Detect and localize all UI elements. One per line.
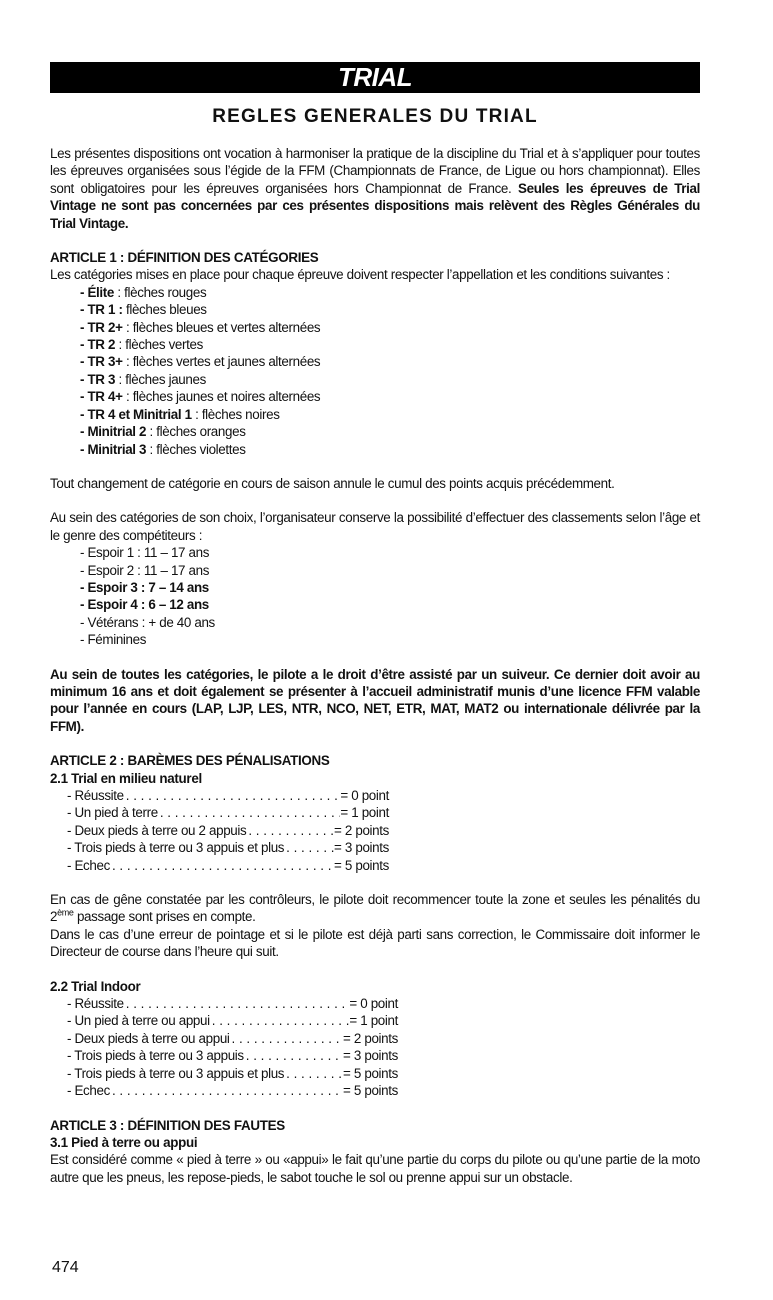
page-title: REGLES GENERALES DU TRIAL [212, 106, 538, 127]
list-item: - TR 2+ : flèches bleues et vertes alternées [80, 319, 321, 335]
penalty-row: - Un pied à terre ou appui . . . = 1 point [67, 1012, 398, 1029]
article3-heading: ARTICLE 3 : DÉFINITION DES FAUTES [50, 1117, 285, 1133]
page-number: 474 [52, 1259, 79, 1276]
list-item: - Féminines [80, 632, 147, 648]
list-item: - TR 3+ : flèches vertes et jaunes alternées [80, 354, 321, 370]
list-item: - Minitrial 2 : flèches oranges [80, 424, 246, 440]
penalty-row: - Trois pieds à terre ou 3 appuis et plus . . . = 5 points [67, 1065, 398, 1082]
list-item: - TR 2 : flèches vertes [80, 337, 203, 353]
list-item: - Vétérans : + de 40 ans [80, 614, 215, 630]
gene-paragraph: En cas de gêne constatée par les contrôleurs, le pilote doit recommencer toute la zone et seules les pénalités du 2ème passage sont prises en compte. [50, 892, 700, 925]
penalty-row: - Réussite . . . = 0 point [67, 787, 389, 804]
category-list [80, 284, 700, 458]
list-item: - Espoir 4 : 6 – 12 ans [80, 597, 209, 613]
category-change-note: Tout changement de catégorie en cours de saison annule le cumul des points acquis précédemment. [50, 475, 615, 491]
section-banner: TRIAL [50, 62, 700, 93]
intro-paragraph [50, 145, 700, 232]
penalty-row: - Deux pieds à terre ou appui . . . = 2 points [67, 1030, 398, 1047]
indoor-trial-subheading: 2.2 Trial Indoor [50, 978, 141, 994]
penalty-row: - Deux pieds à terre ou 2 appuis . . . = 2 points [67, 822, 389, 839]
age-class-list [80, 544, 700, 648]
age-classes-intro: Au sein des catégories de son choix, l’organisateur conserve la possibilité d’effectuer des classements selon l’âge et le genre des compétiteurs : [50, 510, 700, 543]
penalty-row: - Trois pieds à terre ou 3 appuis et plus . . . = 3 points [67, 839, 389, 856]
penalty-row: - Un pied à terre . . . = 1 point [67, 804, 389, 821]
list-item: - Élite : flèches rouges [80, 284, 207, 300]
list-item: - Espoir 2 : 11 – 17 ans [80, 562, 210, 578]
intro-bold-text: Seules les épreuves de Trial Vintage ne sont pas concernées par ces présentes dispositions mais relèvent des Règles Générales du Trial Vintage. [50, 180, 700, 231]
natural-penalty-table [67, 787, 700, 874]
pied-a-terre-subheading: 3.1 Pied à terre ou appui [50, 1134, 198, 1150]
penalty-row: - Trois pieds à terre ou 3 appuis . . . = 3 points [67, 1047, 398, 1064]
penalty-row: - Réussite . . . = 0 point [67, 995, 398, 1012]
intro-text: Les présentes dispositions ont vocation à harmoniser la pratique de la discipline du Trial et à s’appliquer pour toutes les épreuves organisées sous l’égide de la FFM (Championnats de France, de Ligue ou hors championnat). Elles sont obligatoires pour les épreuves organisées hors Championnat de France. [50, 146, 700, 196]
list-item: - Espoir 1 : 11 – 17 ans [80, 545, 210, 561]
list-item: - Minitrial 3 : flèches violettes [80, 441, 246, 457]
natural-trial-subheading: 2.1 Trial en milieu naturel [50, 770, 202, 786]
penalty-row: - Echec . . . = 5 points [67, 857, 389, 874]
list-item: - Espoir 3 : 7 – 14 ans [80, 579, 209, 595]
list-item: - TR 4 et Minitrial 1 : flèches noires [80, 406, 280, 422]
penalty-row: - Echec . . . = 5 points [67, 1082, 398, 1099]
document-page [50, 62, 700, 1186]
list-item: - TR 4+ : flèches jaunes et noires alternées [80, 389, 321, 405]
list-item: - TR 1 : flèches bleues [80, 302, 207, 318]
indoor-penalty-table [67, 995, 700, 1099]
list-item: - TR 3 : flèches jaunes [80, 371, 206, 387]
article1-text: Les catégories mises en place pour chaque épreuve doivent respecter l’appellation et les conditions suivantes : [50, 267, 670, 283]
article3-text: Est considéré comme « pied à terre » ou «appui» le fait qu’une partie du corps du pilote ou qu’une partie de la moto autre que les pneus, les repose-pieds, le sabot touche le sol ou prenne appui sur un obstacle. [50, 1152, 700, 1185]
article1-heading: ARTICLE 1 : DÉFINITION DES CATÉGORIES [50, 250, 319, 266]
article2-heading: ARTICLE 2 : BARÈMES DES PÉNALISATIONS [50, 753, 330, 769]
suiveur-note: Au sein de toutes les catégories, le pilote a le droit d’être assisté par un suiveur. Ce dernier doit avoir au minimum 16 ans et doit également se présenter à l’accueil administratif munis d’une licence FFM valable pour l’année en cours (LAP, LJP, LES, NTR, NCO, NET, ETR, MAT, MAT2 ou internationale délivrée par la FFM). [50, 666, 700, 734]
erreur-paragraph: Dans le cas d’une erreur de pointage et si le pilote est déjà parti sans correction, le Commissaire doit informer le Directeur de course dans l’heure qui suit. [50, 926, 700, 960]
